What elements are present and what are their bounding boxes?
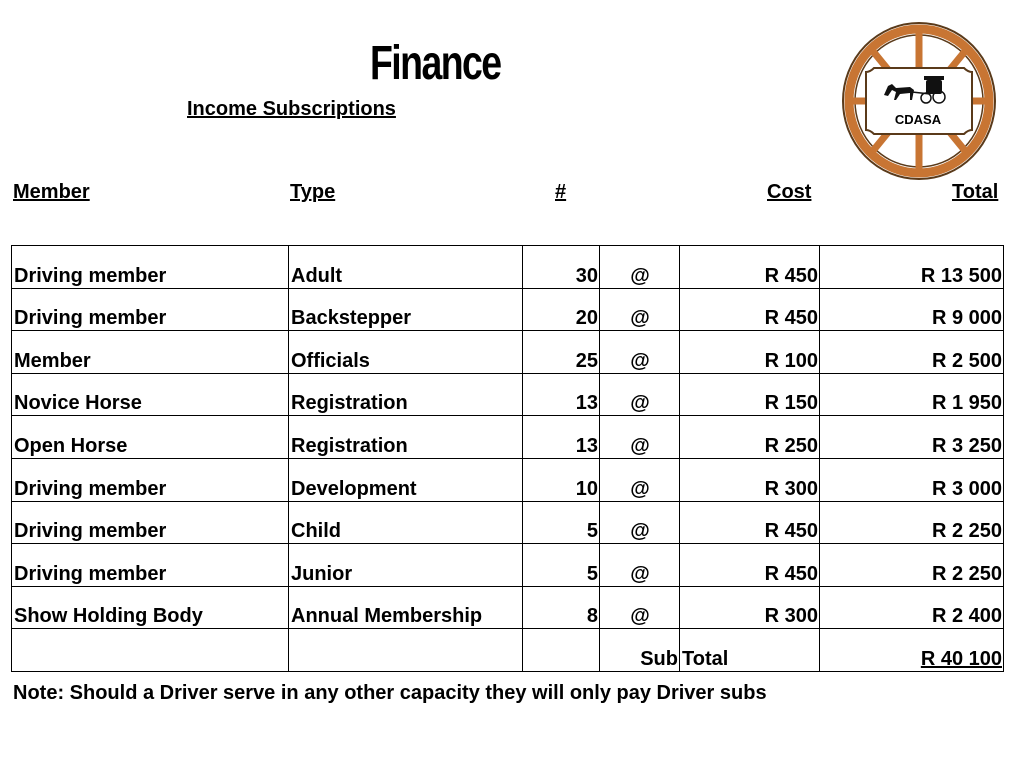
subtotal-amount: R 40 100 [920,647,1002,670]
table-row [12,458,1004,501]
type-cell: Child [289,501,523,544]
at-cell: @ [600,586,680,629]
member-cell: Driving member [12,288,289,331]
member-cell: Member [12,331,289,374]
total-cell: R 3 250 [820,416,1004,459]
cost-cell: R 100 [680,331,820,374]
type-cell: Development [289,458,523,501]
empty-cell [289,629,523,672]
table-row [12,544,1004,587]
cost-cell: R 450 [680,246,820,289]
at-cell: @ [600,501,680,544]
subtotal-row [12,629,1004,672]
note-text: Note: Should a Driver serve in any other capacity they will only pay Driver subs [13,682,767,704]
empty-cell [523,629,600,672]
table-row [12,288,1004,331]
total-cell: R 1 950 [820,373,1004,416]
header-count: # [555,181,567,203]
cost-cell: R 450 [680,501,820,544]
count-cell: 20 [523,288,600,331]
total-cell: R 13 500 [820,246,1004,289]
member-cell: Driving member [12,501,289,544]
total-cell: R 2 500 [820,331,1004,374]
count-cell: 13 [523,416,600,459]
count-cell: 25 [523,331,600,374]
cost-cell: R 300 [680,586,820,629]
page-subtitle: Income Subscriptions [187,98,396,120]
member-cell: Driving member [12,246,289,289]
cost-cell: R 250 [680,416,820,459]
subtotal-value [820,629,1004,672]
empty-cell [12,629,289,672]
count-cell: 5 [523,544,600,587]
cost-cell: R 300 [680,458,820,501]
page-title: Finance [370,37,501,90]
table-row [12,246,1004,289]
total-cell: R 3 000 [820,458,1004,501]
type-cell: Officials [289,331,523,374]
type-cell: Adult [289,246,523,289]
count-cell: 30 [523,246,600,289]
count-cell: 5 [523,501,600,544]
count-cell: 10 [523,458,600,501]
cdasa-logo [840,20,998,182]
total-cell: R 2 400 [820,586,1004,629]
member-cell: Novice Horse [12,373,289,416]
at-cell: @ [600,416,680,459]
at-cell: @ [600,373,680,416]
table-row [12,501,1004,544]
cost-cell: R 450 [680,544,820,587]
subtotal-label-sub: Sub [600,629,680,672]
table-row [12,586,1004,629]
total-cell: R 2 250 [820,501,1004,544]
count-cell: 8 [523,586,600,629]
type-cell: Backstepper [289,288,523,331]
cost-cell: R 450 [680,288,820,331]
header-member: Member [13,181,90,203]
subtotal-label-total: Total [680,629,820,672]
cost-cell: R 150 [680,373,820,416]
table-row [12,373,1004,416]
total-cell: R 9 000 [820,288,1004,331]
at-cell: @ [600,288,680,331]
header-type: Type [290,181,336,203]
member-cell: Show Holding Body [12,586,289,629]
member-cell: Open Horse [12,416,289,459]
header-total: Total [952,181,999,203]
at-cell: @ [600,246,680,289]
logo-text: CDASA [894,112,942,127]
member-cell: Driving member [12,458,289,501]
type-cell: Registration [289,416,523,459]
type-cell: Junior [289,544,523,587]
type-cell: Annual Membership [289,586,523,629]
total-cell: R 2 250 [820,544,1004,587]
header-cost: Cost [767,181,812,203]
count-cell: 13 [523,373,600,416]
table-row [12,331,1004,374]
member-cell: Driving member [12,544,289,587]
table-row [12,416,1004,459]
type-cell: Registration [289,373,523,416]
at-cell: @ [600,331,680,374]
subscriptions-table [11,245,1004,672]
at-cell: @ [600,458,680,501]
at-cell: @ [600,544,680,587]
